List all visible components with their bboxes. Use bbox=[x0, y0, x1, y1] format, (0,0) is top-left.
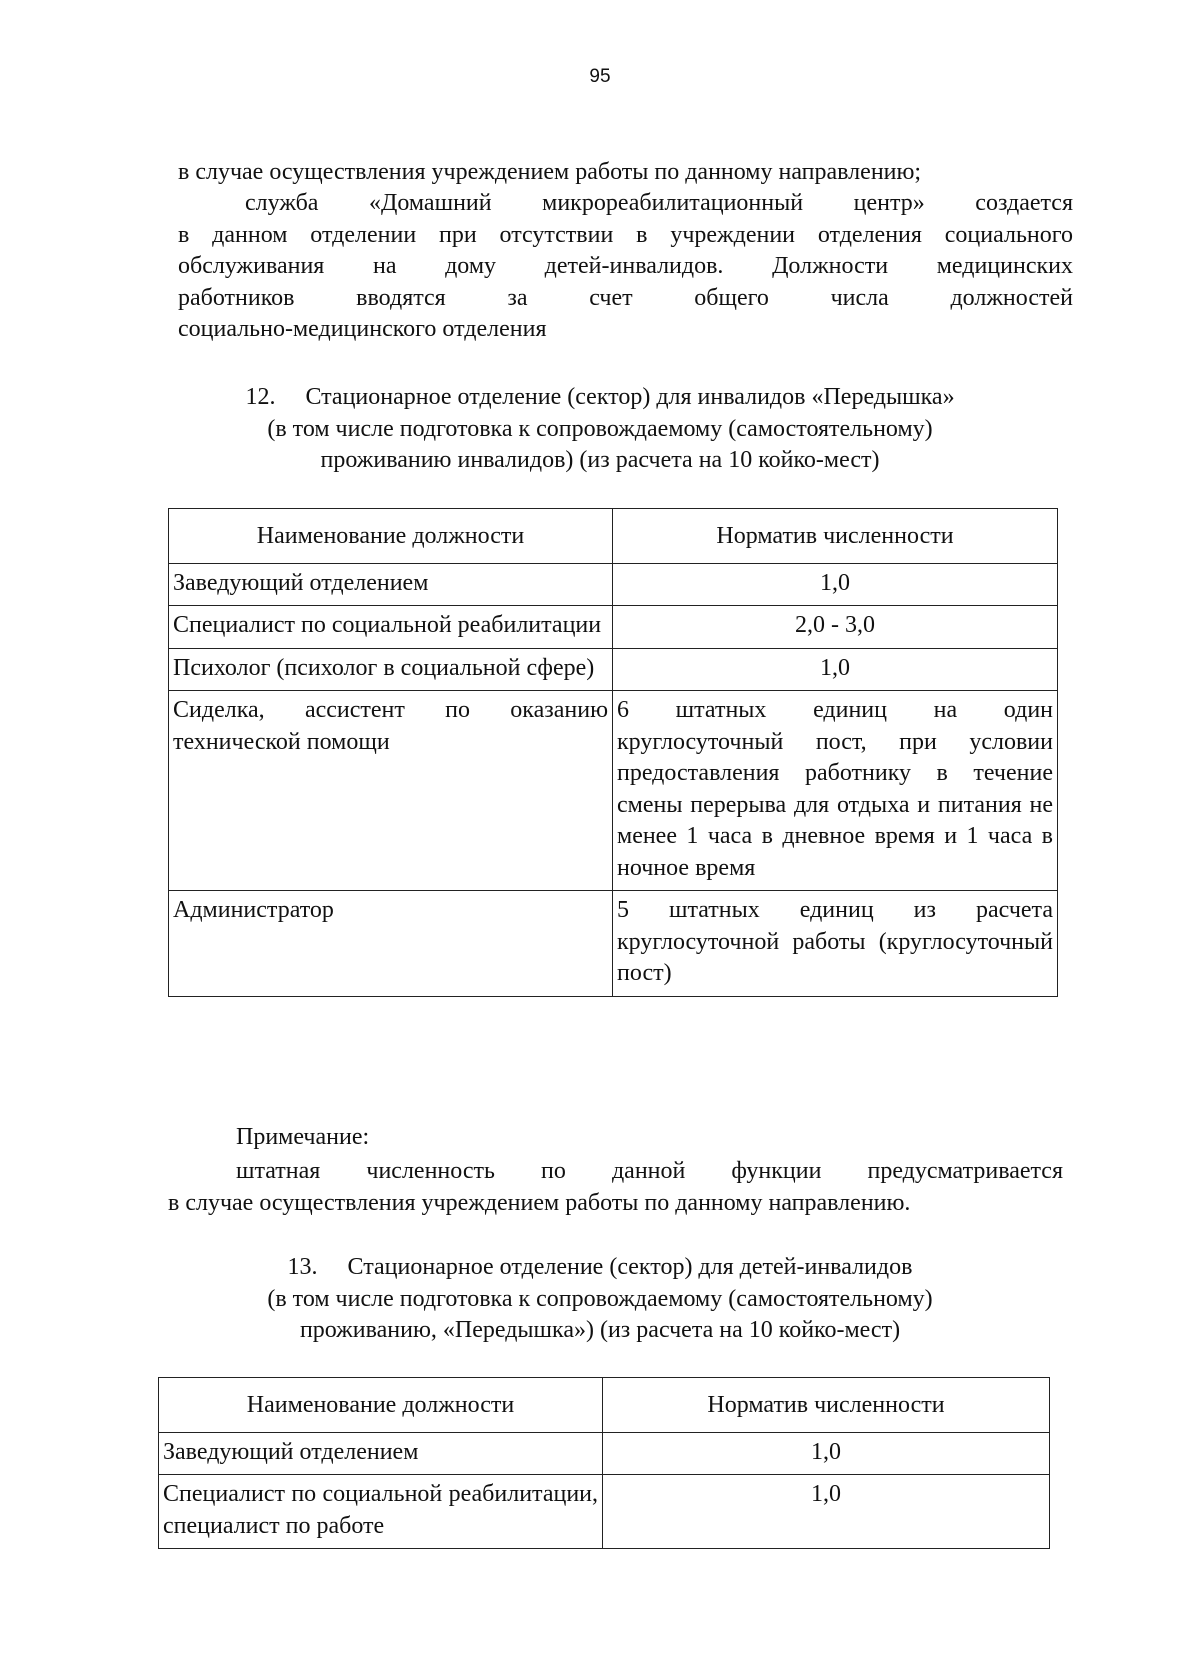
table-row bbox=[169, 691, 1058, 891]
table-row bbox=[169, 606, 1058, 649]
table-header-row bbox=[159, 1378, 1050, 1433]
header-position: Наименование должности bbox=[159, 1378, 603, 1433]
table-row bbox=[169, 891, 1058, 997]
page-number: 95 bbox=[589, 66, 611, 87]
note-line-1: штатная численность по данной функции предусматривается bbox=[236, 1158, 1063, 1184]
section-13-heading bbox=[0, 1252, 1200, 1347]
section-13-title-line-2: (в том числе подготовка к сопровождаемому (самостоятельному) bbox=[267, 1285, 933, 1312]
norm-value: 5 штатных единиц из расчета круглосуточной работы (круглосуточный пост) bbox=[613, 891, 1058, 997]
position-name: Заведующий отделением bbox=[169, 563, 613, 606]
section-12-title-line-3: проживанию инвалидов) (из расчета на 10 койко-мест) bbox=[320, 447, 880, 473]
header-norm: Норматив численности bbox=[613, 509, 1058, 564]
position-name: Администратор bbox=[169, 891, 613, 997]
header-position: Наименование должности bbox=[169, 509, 613, 564]
section-13-title-line-3: проживанию, «Передышка») (из расчета на 10 койко-мест) bbox=[299, 1317, 901, 1343]
intro-para2-line-2: в данном отделении при отсутствии в учреждении отделения социального bbox=[178, 221, 1073, 248]
position-name: Сиделка, ассистент по оказанию технической помощи bbox=[169, 691, 613, 891]
intro-line-1: в случае осуществления учреждением работы по данному направлению; bbox=[178, 159, 922, 185]
table-row bbox=[159, 1432, 1050, 1475]
position-name: Психолог (психолог в социальной сфере) bbox=[169, 648, 613, 691]
intro-paragraph-2 bbox=[178, 188, 1073, 346]
intro-para2-line-5: социально-медицинского отделения bbox=[178, 316, 547, 342]
norm-value: 1,0 bbox=[603, 1432, 1050, 1475]
position-name: Специалист по социальной реабилитации bbox=[169, 606, 613, 649]
section-12-number: 12. bbox=[245, 384, 276, 410]
header-norm: Норматив численности bbox=[603, 1378, 1050, 1433]
table-row bbox=[169, 563, 1058, 606]
section-13-staff-table bbox=[158, 1377, 1050, 1549]
intro-para2-line-3: обслуживания на дому детей-инвалидов. Должности медицинских bbox=[178, 253, 1073, 279]
section-12-title-line-1: Стационарное отделение (сектор) для инвалидов «Передышка» bbox=[305, 384, 955, 410]
position-name: Заведующий отделением bbox=[159, 1432, 603, 1475]
note-body bbox=[168, 1156, 1063, 1219]
norm-value: 1,0 bbox=[613, 648, 1058, 691]
position-name: Специалист по социальной реабилитации, специалист по работе bbox=[159, 1475, 603, 1549]
section-13-number: 13. bbox=[287, 1254, 318, 1280]
table-header-row bbox=[169, 509, 1058, 564]
section-13-title-line-1: Стационарное отделение (сектор) для детей-инвалидов bbox=[347, 1254, 913, 1280]
norm-value: 1,0 bbox=[603, 1475, 1050, 1549]
norm-value: 1,0 bbox=[613, 563, 1058, 606]
table-row bbox=[159, 1475, 1050, 1549]
note-label: Примечание: bbox=[236, 1124, 370, 1150]
section-12-title-line-2: (в том числе подготовка к сопровождаемому (самостоятельному) bbox=[267, 415, 933, 442]
table-row bbox=[169, 648, 1058, 691]
section-12-heading bbox=[0, 382, 1200, 477]
note-line-2: в случае осуществления учреждением работы по данному направлению. bbox=[168, 1189, 911, 1216]
section-12-staff-table bbox=[168, 508, 1058, 997]
intro-para2-line-1: служба «Домашний микрореабилитационный центр» создается bbox=[245, 190, 1073, 216]
intro-para2-line-4: работников вводятся за счет общего числа должностей bbox=[178, 284, 1073, 311]
norm-value: 2,0 - 3,0 bbox=[613, 606, 1058, 649]
norm-value: 6 штатных единиц на один круглосуточный пост, при условии предоставления работнику в течение смены перерыва для отдыха и питания не менее 1 часа в дневное время и 1 часа в ночное время bbox=[613, 691, 1058, 891]
